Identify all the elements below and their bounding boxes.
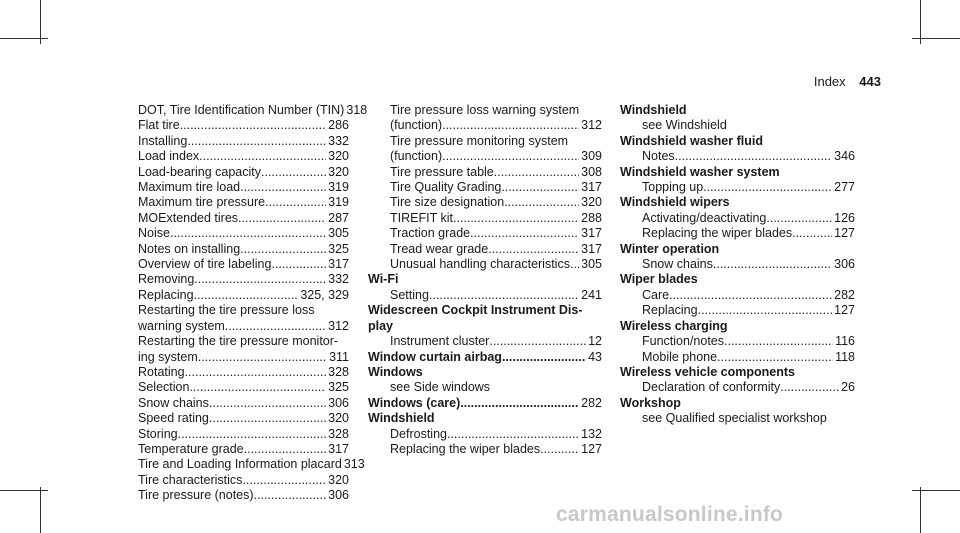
entry-page[interactable]: 306 [328,488,349,503]
entry-page[interactable]: 325, 329 [300,287,349,302]
index-entry [116,457,365,472]
entry-page[interactable]: 127 [834,226,855,241]
entry-page[interactable]: 328 [328,426,349,441]
index-heading: Windshield washer system [620,164,780,179]
entry-term: Tire characteristics [138,472,243,487]
page-number: 443 [859,74,881,89]
entry-page[interactable]: 319 [328,195,349,210]
entry-term: Tread wear grade [390,241,489,256]
entry-page[interactable]: 311 [329,349,349,364]
index-entry [620,303,855,318]
dot-leader [724,334,833,349]
dot-leader [504,195,579,210]
entry-term: Mobile phone [642,349,718,364]
index-entry [368,149,602,164]
entry-page[interactable]: 118 [835,349,855,364]
entry-page[interactable]: 317 [328,257,349,272]
index-entry [116,442,349,457]
entry-page[interactable]: 306 [834,257,855,272]
index-entry [620,334,855,349]
entry-page[interactable]: 318 [346,103,368,117]
dot-leader [271,257,326,272]
entry-page[interactable]: 332 [328,272,349,287]
index-column-2 [368,103,602,457]
index-entry [116,103,368,118]
dot-leader [242,473,326,488]
index-heading: Wi-Fi [368,272,399,287]
index-heading: Winter operation [620,241,720,256]
index-entry [116,380,349,395]
entry-page[interactable]: 305 [328,226,349,241]
dot-leader [261,165,326,180]
dot-leader [766,211,832,226]
index-entry [116,134,349,149]
index-entry [368,195,602,210]
dot-leader [187,134,326,149]
index-subentry: Tire pressure loss warning system [390,103,580,117]
index-heading: Windshield [620,103,687,117]
dot-leader [501,180,579,195]
index-entry [368,350,602,365]
index-entry [116,180,349,195]
entry-term: Overview of tire labeling [138,257,272,272]
entry-page[interactable]: 317 [581,180,602,195]
entry-page[interactable]: 317 [581,226,602,241]
entry-page[interactable]: 308 [581,164,602,179]
index-subentry: see Windshield [642,118,727,133]
dot-leader [669,288,832,303]
entry-page[interactable]: 319 [328,180,349,195]
entry-term: Instrument cluster [390,334,490,349]
dot-leader [225,319,326,334]
index-entry [368,242,602,257]
entry-term: ing system [138,349,198,364]
entry-page[interactable]: 325 [328,241,349,256]
entry-page[interactable]: 306 [328,395,349,410]
entry-term: Noise [138,226,170,241]
index-entry [116,319,349,334]
dot-leader [244,442,327,457]
entry-term: warning system [138,318,225,333]
entry-term: Topping up [642,180,704,195]
index-heading: Wireless vehicle components [620,364,795,379]
dot-leader [780,380,839,395]
index-entry [620,149,855,164]
crop-mark [0,490,48,491]
entry-page[interactable]: 132 [581,426,602,441]
index-entry [116,396,349,411]
entry-term: Tire and Loading Information placard [138,457,342,472]
entry-page[interactable]: 317 [328,441,349,456]
entry-term: Selection [138,380,190,395]
index-entry [116,165,349,180]
index-entry [116,365,349,380]
entry-term: Installing [138,133,188,148]
entry-term: Tire pressure (notes) [138,488,254,503]
crop-mark [0,38,48,39]
entry-page[interactable]: 312 [581,118,602,133]
index-entry [368,165,602,180]
dot-leader [792,226,832,241]
entry-term: MOExtended tires [138,210,239,225]
dot-leader [442,149,579,164]
entry-term: Declaration of conformity [642,380,781,395]
entry-page[interactable]: 26 [841,380,855,395]
entry-term: Unusual handling characteristics [390,257,570,272]
entry-page[interactable]: 286 [328,118,349,133]
entry-term: Replacing [642,303,698,318]
entry-term: Replacing the wiper blades [390,441,541,456]
index-entry [116,427,349,442]
index-heading: Wiper blades [620,272,698,287]
entry-term: Windows (care) [368,395,461,410]
entry-term: Window curtain airbag [368,349,502,364]
index-entry [368,427,602,442]
index-entry [116,242,349,257]
index-subentry: see Side windows [390,380,491,395]
header-label: Index [813,74,846,89]
index-entry [620,211,855,226]
crop-mark [912,490,960,491]
index-entry [620,350,855,365]
index-subentry: Tire pressure monitoring system [390,133,569,148]
index-entry [116,211,349,226]
dot-leader [717,350,833,365]
index-entry [116,350,349,365]
index-entry [368,288,602,303]
entry-page[interactable]: 116 [835,334,855,349]
entry-term: (function) [390,149,443,164]
entry-term: Traction grade [390,226,471,241]
dot-leader [570,257,579,272]
index-entry [368,396,602,411]
index-subentry: Restarting the tire pressure monitor- [138,334,339,349]
dot-leader [194,272,326,287]
entry-page[interactable]: 317 [581,241,602,256]
entry-term: Notes on installing [138,241,241,256]
dot-leader [442,118,579,133]
dot-leader [170,226,326,241]
index-entry [620,288,855,303]
entry-page[interactable]: 282 [834,287,855,302]
index-column-1 [116,103,368,504]
entry-term: TIREFIT kit [390,210,453,225]
entry-page[interactable]: 282 [581,395,602,410]
dot-leader [675,149,832,164]
entry-page[interactable]: 287 [328,210,349,225]
entry-page[interactable]: 288 [581,210,602,225]
dot-leader [540,442,579,457]
entry-term: Load-bearing capacity [138,164,261,179]
dot-leader [460,396,579,411]
entry-term: Defrosting [390,426,447,441]
index-entry [116,149,349,164]
index-heading: Windshield washer fluid [620,133,763,148]
entry-page[interactable]: 313 [343,457,365,472]
page-header [814,74,881,89]
dot-leader [703,180,832,195]
dot-leader [180,118,326,133]
entry-page[interactable]: 12 [588,334,602,349]
entry-page[interactable]: 305 [581,257,602,272]
entry-term: Removing [138,272,195,287]
entry-page[interactable]: 241 [581,287,602,302]
dot-leader [240,242,326,257]
index-subentry: Restarting the tire pressure loss [138,303,315,318]
dot-leader [713,257,832,272]
entry-term: Function/notes [642,334,724,349]
index-entry [116,488,349,503]
entry-page[interactable]: 332 [328,133,349,148]
entry-term: Temperature grade [138,441,244,456]
index-entry [368,211,602,226]
entry-term: Care [642,287,670,302]
dot-leader [494,165,579,180]
crop-mark [912,38,960,39]
crop-mark [920,487,921,533]
entry-page[interactable]: 126 [834,210,855,225]
entry-page[interactable]: 325 [328,380,349,395]
entry-term: Setting [390,287,429,302]
index-entry [116,257,349,272]
index-entry [368,180,602,195]
index-heading: Windshield [368,411,435,426]
entry-term: Replacing the wiper blades [642,226,793,241]
index-entry [620,180,855,195]
entry-term: Rotating [138,364,185,379]
index-entry [116,473,349,488]
index-heading: play [368,318,394,333]
dot-leader [198,350,327,365]
index-heading: Widescreen Cockpit Instrument Dis- [368,303,583,318]
entry-page[interactable]: 320 [328,164,349,179]
index-column-3 [620,103,855,427]
dot-leader [488,242,579,257]
dot-leader [185,365,327,380]
entry-page[interactable]: 312 [328,318,349,333]
dot-leader [254,488,327,503]
index-entry [368,118,602,133]
index-entry [116,226,349,241]
entry-page[interactable]: 320 [328,472,349,487]
index-heading: Windshield wipers [620,195,730,210]
index-entry [116,411,349,426]
dot-leader [453,211,579,226]
index-entry [116,195,349,210]
index-entry [620,380,855,395]
index-entry [620,226,855,241]
index-entry [368,226,602,241]
entry-term: Tire pressure table [390,164,494,179]
index-entry [368,334,602,349]
index-heading: Wireless charging [620,318,728,333]
entry-term: (function) [390,118,443,133]
entry-term: Load index [138,149,200,164]
dot-leader [209,396,326,411]
entry-term: Maximum tire pressure [138,195,266,210]
dot-leader [447,427,579,442]
dot-leader [194,288,299,303]
entry-term: Activating/deactivating [642,210,767,225]
entry-page[interactable]: 346 [834,149,855,164]
entry-page[interactable]: 320 [328,411,349,426]
dot-leader [238,211,326,226]
dot-leader [429,288,579,303]
entry-page[interactable]: 320 [581,195,602,210]
index-entry [116,118,349,133]
entry-term: Replacing [138,287,194,302]
crop-mark [40,487,41,533]
dot-leader [502,350,586,365]
dot-leader [489,334,586,349]
index-entry [620,257,855,272]
entry-page[interactable]: 127 [834,303,855,318]
entry-term: Tire size designation [390,195,505,210]
entry-term: Tire Quality Grading [390,180,502,195]
dot-leader [470,226,579,241]
watermark: carmanualsonline.info [556,503,784,526]
entry-term: Maximum tire load [138,180,241,195]
entry-term: Speed rating [138,411,209,426]
index-entry [368,257,602,272]
dot-leader [265,195,326,210]
index-subentry: see Qualified specialist workshop [642,411,827,426]
index-heading: Workshop [620,395,681,410]
dot-leader [199,149,326,164]
dot-leader [189,380,326,395]
entry-page[interactable]: 127 [581,441,602,456]
index-entry [368,442,602,457]
entry-term: Snow chains [642,257,713,272]
entry-page[interactable]: 43 [588,349,602,364]
entry-term: Flat tire [138,118,180,133]
entry-term: Storing [138,426,178,441]
index-entry [116,272,349,287]
entry-page[interactable]: 277 [834,180,855,195]
entry-term: Notes [642,149,675,164]
entry-page[interactable]: 328 [328,364,349,379]
dot-leader [209,411,326,426]
entry-page[interactable]: 320 [328,149,349,164]
entry-term: DOT, Tire Identification Number (TIN) [138,103,345,117]
index-heading: Windows [368,364,423,379]
dot-leader [178,427,327,442]
dot-leader [240,180,326,195]
index-entry [116,288,349,303]
entry-term: Snow chains [138,395,209,410]
entry-page[interactable]: 309 [581,149,602,164]
dot-leader [698,303,833,318]
